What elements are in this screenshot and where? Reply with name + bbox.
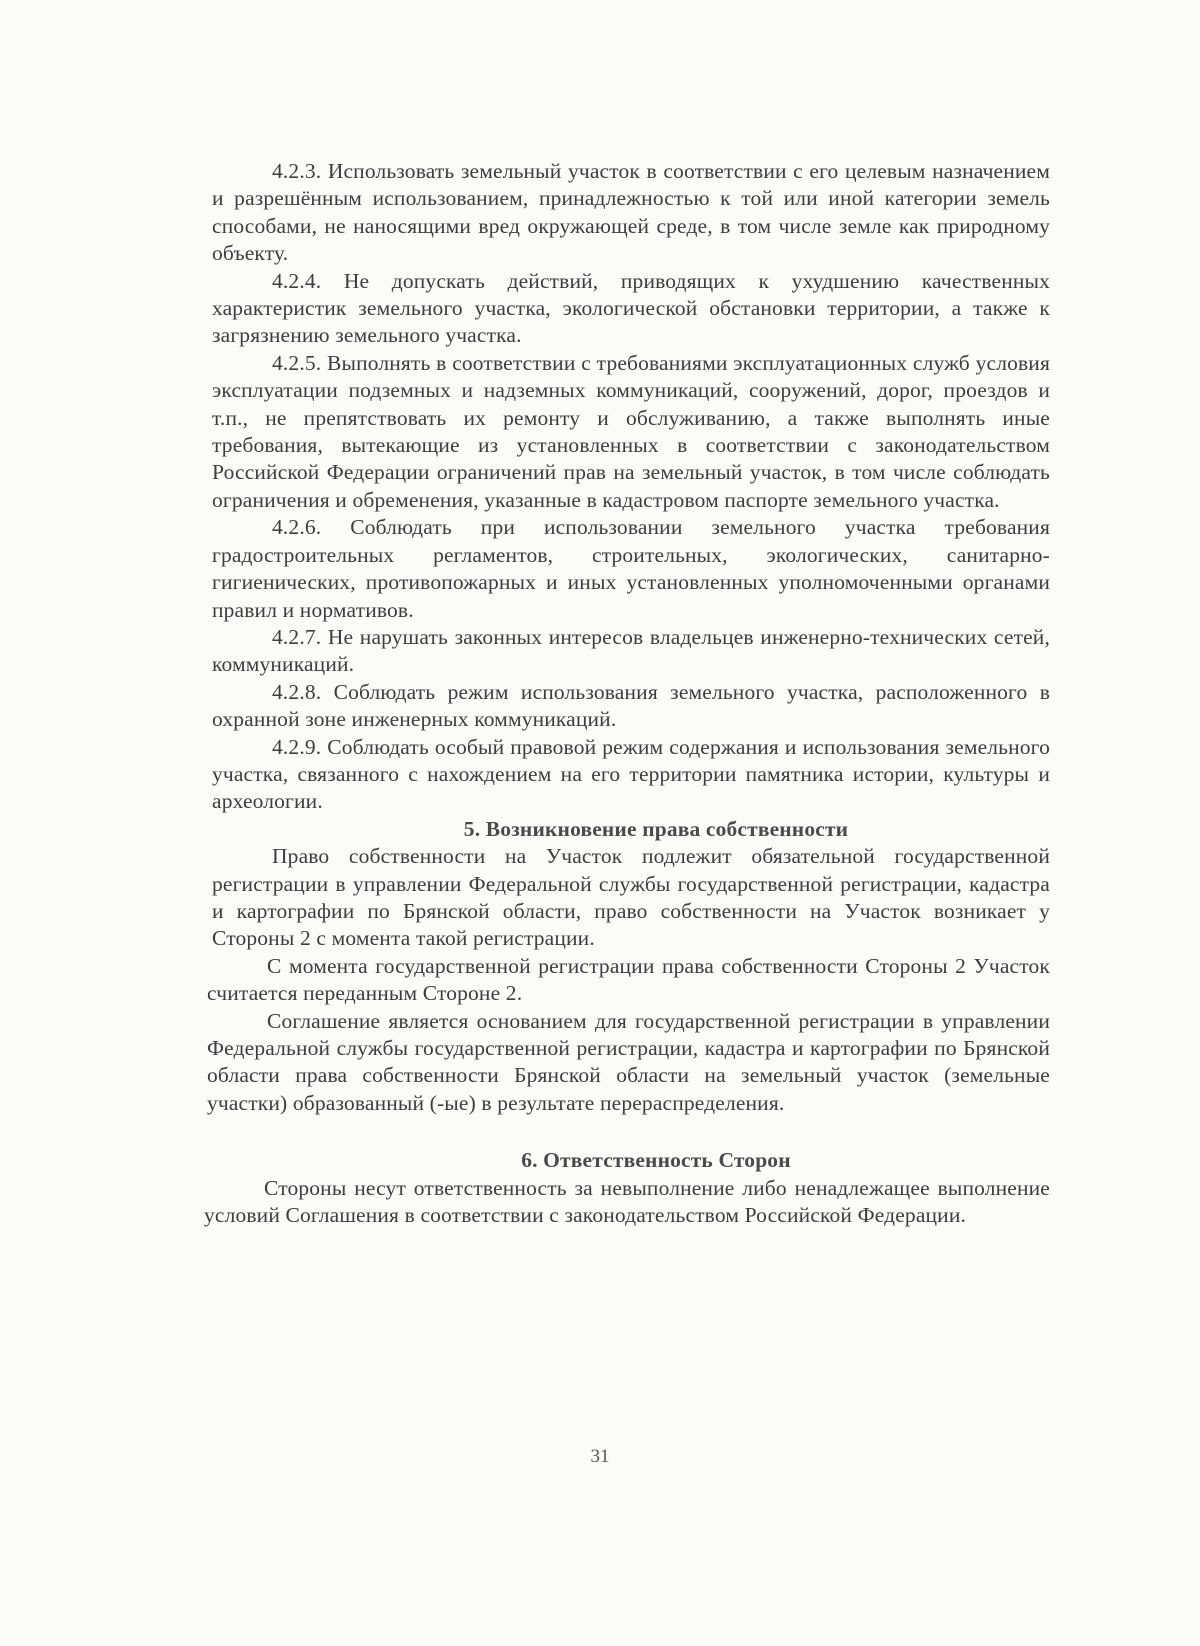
section-5-paragraph-1: Право собственности на Участок подлежит обязательной государственной регистрации в управлении Федеральной службы государственной регистрации, кадастра и картографии по Брянской области, право собственности на Участок возникает у Стороны 2 с момента такой регистрации.: [212, 844, 1050, 951]
paragraph-4-2-6: 4.2.6. Соблюдать при использовании земельного участка требования градостроительных регламентов, строительных, экологических, санитарно-гигиенических, противопожарных и иных установленных уполномоченными органами правил и нормативов.: [212, 515, 1050, 622]
document-page: [204, 158, 1050, 1229]
section-5-paragraph-3: Соглашение является основанием для государственной регистрации в управлении Федеральной службы государственной регистрации, кадастра и картографии по Брянской области права собственности Брянской области на земельный участок (земельные участки) образованный (-ые) в результате перераспределения.: [207, 1008, 1050, 1115]
paragraph-4-2-4: 4.2.4. Не допускать действий, приводящих к ухудшению качественных характеристик земельного участка, экологической обстановки территории, а также к загрязнению земельного участка.: [212, 268, 1050, 348]
paragraph-4-2-3: 4.2.3. Использовать земельный участок в соответствии с его целевым назначением и разрешённым использованием, принадлежностью к той или иной категории земель способами, не наносящими вред окружающей среде, в том числе земле как природному объекту.: [212, 159, 1050, 266]
paragraph-4-2-7: 4.2.7. Не нарушать законных интересов владельцев инженерно-технических сетей, коммуникаций.: [212, 624, 1050, 677]
section-5-paragraph-2: С момента государственной регистрации права собственности Стороны 2 Участок считается переданным Стороне 2.: [207, 953, 1050, 1006]
page-number: 31: [590, 1446, 610, 1467]
paragraph-4-2-5: 4.2.5. Выполнять в соответствии с требованиями эксплуатационных служб условия эксплуатации подземных и надземных коммуникаций, сооружений, дорог, проездов и т.п., не препятствовать их ремонту и обслуживанию, а также выполнять иные требования, вытекающие из установленных в соответствии с законодательством Российской Федерации ограничений прав на земельный участок, в том числе соблюдать ограничения и обременения, указанные в кадастровом паспорте земельного участка.: [212, 350, 1050, 512]
section-5-heading: 5. Возникновение права собственности: [463, 816, 849, 841]
section-6-heading: 6. Ответственность Сторон: [521, 1148, 791, 1173]
paragraph-4-2-9: 4.2.9. Соблюдать особый правовой режим содержания и использования земельного участка, связанного с нахождением на его территории памятника истории, культуры и археологии.: [212, 734, 1050, 814]
paragraph-4-2-8: 4.2.8. Соблюдать режим использования земельного участка, расположенного в охранной зоне инженерных коммуникаций.: [212, 679, 1050, 732]
section-6-paragraph-1: Стороны несут ответственность за невыполнение либо ненадлежащее выполнение условий Соглашения в соответствии с законодательством Российской Федерации.: [204, 1175, 1050, 1228]
